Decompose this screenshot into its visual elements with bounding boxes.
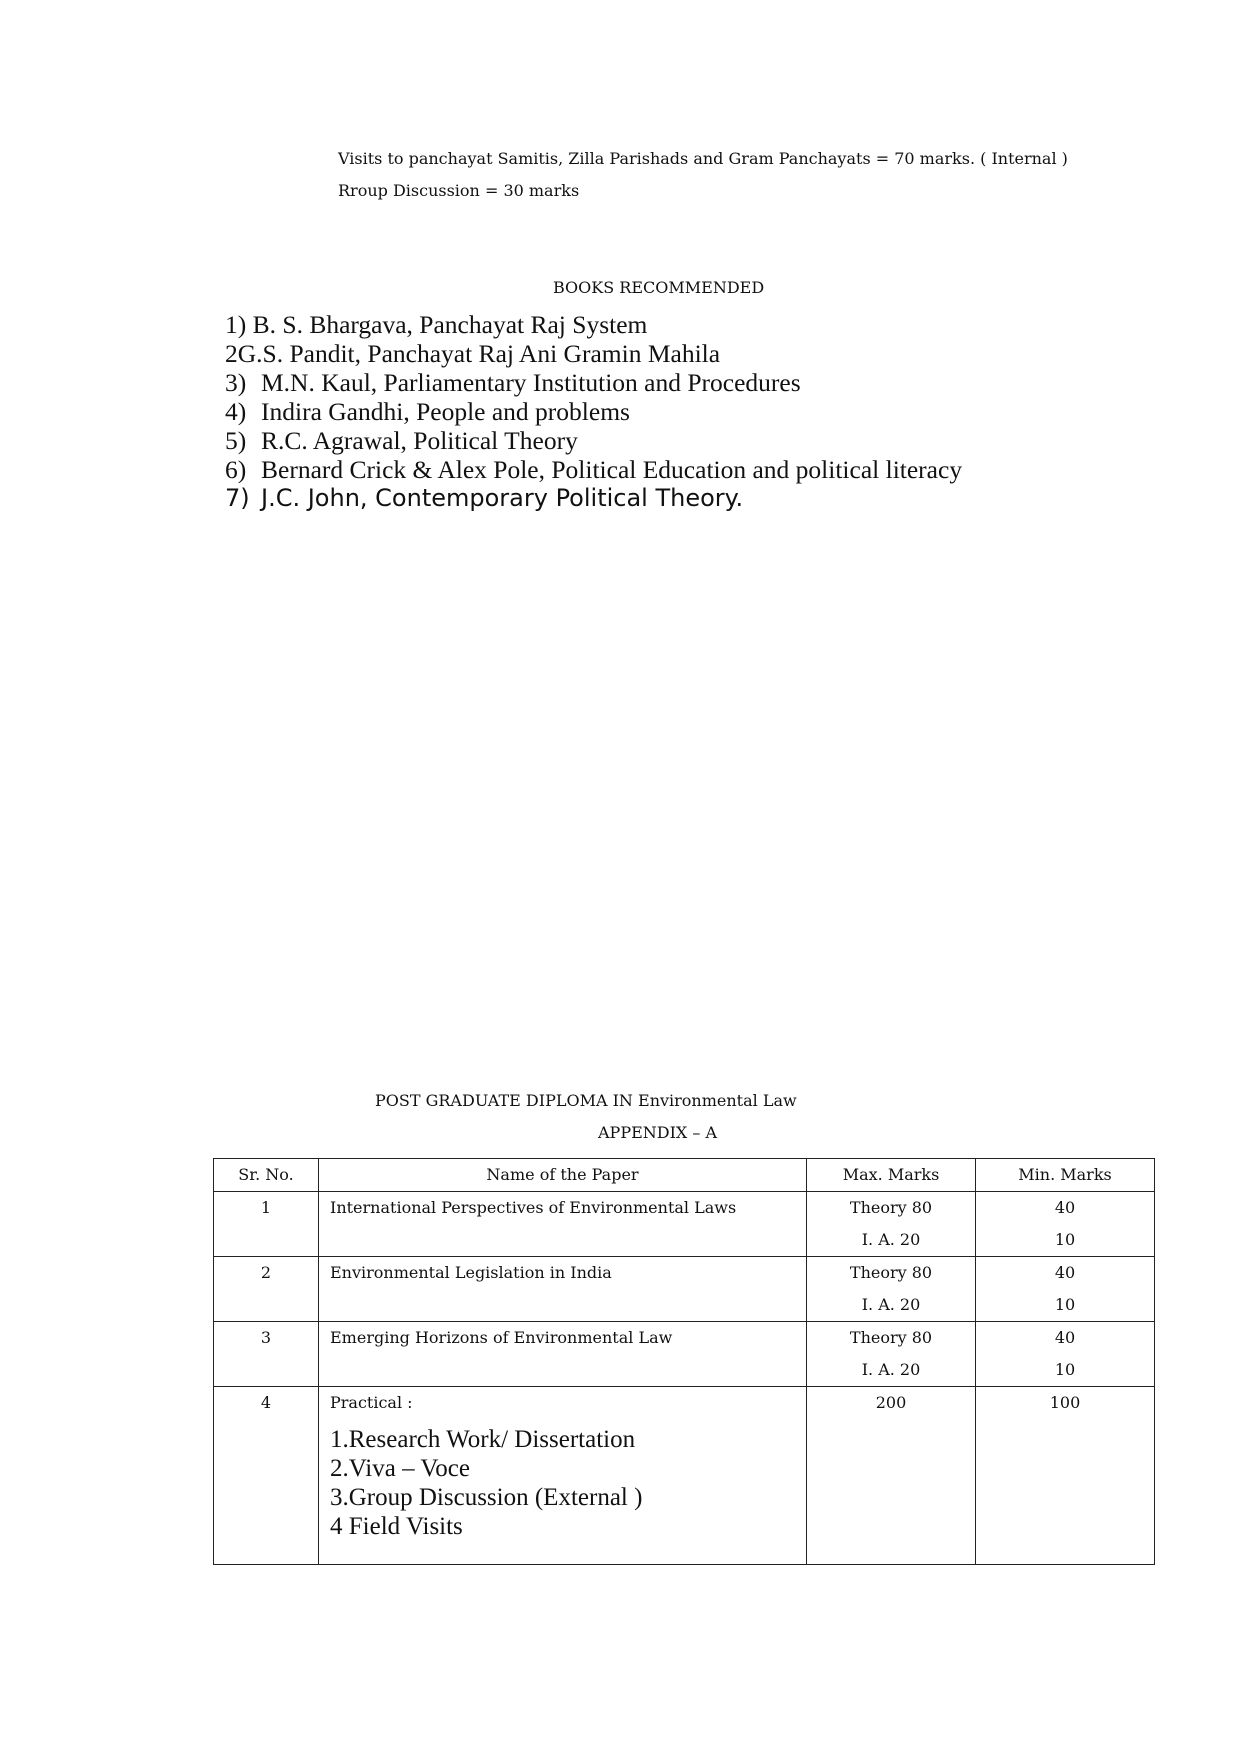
sr-no: 1 <box>260 1198 272 1217</box>
header-min-marks: Min. Marks <box>976 1159 1155 1192</box>
paper-name: International Perspectives of Environmental Laws <box>330 1198 737 1217</box>
sr-no: 3 <box>260 1328 272 1347</box>
book-item-7 <box>225 484 743 512</box>
table-row <box>214 1322 1155 1387</box>
book-number: 6) <box>225 455 247 484</box>
min-marks-theory: 40 <box>1054 1198 1076 1217</box>
practical-item: 1.Research Work/ Dissertation <box>330 1426 636 1453</box>
paper-name: Environmental Legislation in India <box>330 1263 612 1282</box>
books-heading: BOOKS RECOMMENDED <box>553 278 765 297</box>
practical-item: 2.Viva – Voce <box>330 1455 470 1482</box>
header-sr-no: Sr. No. <box>214 1159 319 1192</box>
book-item-2 <box>225 339 720 369</box>
min-marks-theory: 40 <box>1054 1263 1076 1282</box>
sr-no: 4 <box>260 1393 272 1412</box>
sr-no: 2 <box>260 1263 272 1282</box>
intro-line-group-discussion: Rroup Discussion = 30 marks <box>338 181 580 200</box>
book-text: Bernard Crick & Alex Pole, Political Education and political literacy <box>261 455 963 484</box>
intro-line-visits: Visits to panchayat Samitis, Zilla Parishads and Gram Panchayats = 70 marks. ( Internal ) <box>338 149 1068 168</box>
book-text: Indira Gandhi, People and problems <box>261 397 630 426</box>
book-number: 5) <box>225 426 247 455</box>
practical-label: Practical : <box>330 1393 413 1412</box>
practical-item: 4 Field Visits <box>330 1513 463 1540</box>
min-marks-ia: 10 <box>1054 1230 1076 1249</box>
max-marks-theory: Theory 80 <box>849 1198 933 1217</box>
table-row <box>214 1192 1155 1257</box>
practical-min-marks: 100 <box>1049 1393 1081 1412</box>
paper-name: Emerging Horizons of Environmental Law <box>330 1328 673 1347</box>
book-text: R.C. Agrawal, Political Theory <box>261 426 578 455</box>
marks-table <box>213 1158 1155 1565</box>
book-number: 7) <box>225 484 250 512</box>
table-row-practical <box>214 1387 1155 1565</box>
min-marks-theory: 40 <box>1054 1328 1076 1347</box>
book-item-4 <box>225 397 630 427</box>
book-number: 4) <box>225 397 247 426</box>
book-text: 2G.S. Pandit, Panchayat Raj Ani Gramin Mahila <box>225 339 721 368</box>
min-marks-ia: 10 <box>1054 1295 1076 1314</box>
header-paper-name: Name of the Paper <box>319 1159 807 1192</box>
practical-item: 3.Group Discussion (External ) <box>330 1484 643 1511</box>
appendix-subtitle: APPENDIX – A <box>598 1123 718 1142</box>
book-number: 3) <box>225 368 247 397</box>
book-item-3 <box>225 368 801 398</box>
book-item-5 <box>225 426 578 456</box>
book-number: 1) <box>225 310 247 339</box>
book-text: J.C. John, Contemporary Political Theory. <box>261 484 744 512</box>
header-max-marks: Max. Marks <box>807 1159 976 1192</box>
book-text: M.N. Kaul, Parliamentary Institution and Procedures <box>261 368 801 397</box>
max-marks-ia: I. A. 20 <box>861 1295 921 1314</box>
max-marks-ia: I. A. 20 <box>861 1230 921 1249</box>
min-marks-ia: 10 <box>1054 1360 1076 1379</box>
practical-max-marks: 200 <box>875 1393 907 1412</box>
table-row <box>214 1257 1155 1322</box>
book-text: B. S. Bhargava, Panchayat Raj System <box>252 310 648 339</box>
max-marks-theory: Theory 80 <box>849 1263 933 1282</box>
max-marks-ia: I. A. 20 <box>861 1360 921 1379</box>
max-marks-theory: Theory 80 <box>849 1328 933 1347</box>
book-item-6 <box>225 455 962 485</box>
table-header-row <box>214 1159 1155 1192</box>
appendix-title: POST GRADUATE DIPLOMA IN Environmental Law <box>375 1091 797 1110</box>
book-item-1 <box>225 310 647 340</box>
